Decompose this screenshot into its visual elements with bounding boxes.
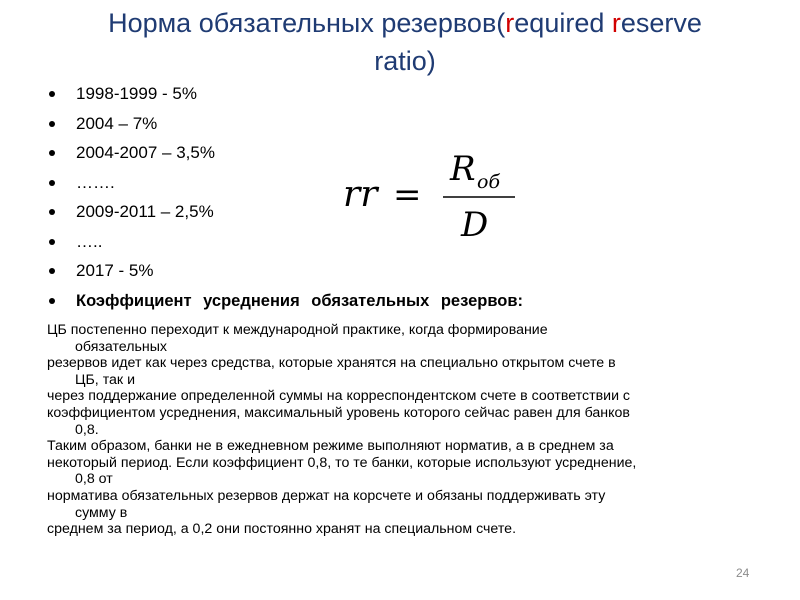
bullet-dot-icon — [49, 121, 55, 127]
bullet-item: 2004 – 7% — [46, 114, 523, 144]
bullet-dot-icon — [49, 268, 55, 274]
formula-equals: = — [393, 175, 422, 215]
paragraph-line: Таким образом, банки не в ежедневном режиме выполняют норматив, а в среднем за — [47, 438, 614, 455]
formula-lhs: rr — [343, 174, 378, 215]
bullet-item-heading: Коэффициент усреднения обязательных резервов: — [46, 291, 523, 321]
paragraph-line: 0,8. — [75, 421, 99, 438]
bullet-dot-icon — [49, 298, 55, 304]
title-main: Норма обязательных резервов( — [108, 8, 506, 38]
bullet-item: 1998-1999 - 5% — [46, 84, 523, 114]
bullet-dot-icon — [49, 180, 55, 186]
paragraph-line: 0,8 от — [75, 471, 113, 488]
formula-numerator-subscript: об — [477, 171, 501, 193]
title-en-part2: eserve — [620, 8, 702, 38]
paragraph-line: сумму в — [75, 504, 128, 521]
paragraph-line: некоторый период. Если коэффициент 0,8, то те банки, которые используют усреднение, — [47, 454, 637, 471]
formula-numerator: R — [450, 150, 476, 189]
reserve-ratio-formula — [343, 150, 543, 240]
paragraph-line: ЦБ, так и — [75, 371, 135, 388]
paragraph-line: коэффициентом усреднения, максимальный уровень которого сейчас равен для банков — [47, 404, 630, 421]
title-line2: ratio) — [374, 46, 436, 76]
bullet-dot-icon — [49, 91, 55, 97]
paragraph-line: норматива обязательных резервов держат на корсчете и обязаны поддерживать эту — [47, 487, 606, 504]
bullet-item: 2017 - 5% — [46, 261, 523, 291]
bullet-dot-icon — [49, 150, 55, 156]
bullet-item: 2004-2007 – 3,5% — [46, 143, 523, 173]
body-paragraph — [47, 322, 787, 538]
page-number: 24 — [736, 566, 750, 580]
formula-denominator: D — [461, 205, 489, 240]
slide-title — [60, 4, 750, 80]
title-en-part1: equired — [514, 8, 612, 38]
bullet-dot-icon — [49, 239, 55, 245]
paragraph-line: обязательных — [75, 338, 168, 355]
bullet-dot-icon — [49, 209, 55, 215]
paragraph-line: резервов идет как через средства, которые хранятся на специально открытом счете в — [47, 355, 616, 372]
paragraph-line: через поддержание определенной суммы на корреспондентском счете в соответствии с — [47, 388, 631, 405]
title-accent-r: r — [505, 8, 515, 38]
bullet-item: ……. — [46, 173, 523, 203]
paragraph-line: среднем за период, а 0,2 они постоянно хранят на специальном счете. — [47, 521, 517, 538]
bullet-item: ….. — [46, 232, 523, 262]
paragraph-line: ЦБ постепенно переходит к международной практике, когда формирование — [47, 322, 548, 338]
bullet-item: 2009-2011 – 2,5% — [46, 202, 523, 232]
title-accent-r: r — [611, 8, 621, 38]
